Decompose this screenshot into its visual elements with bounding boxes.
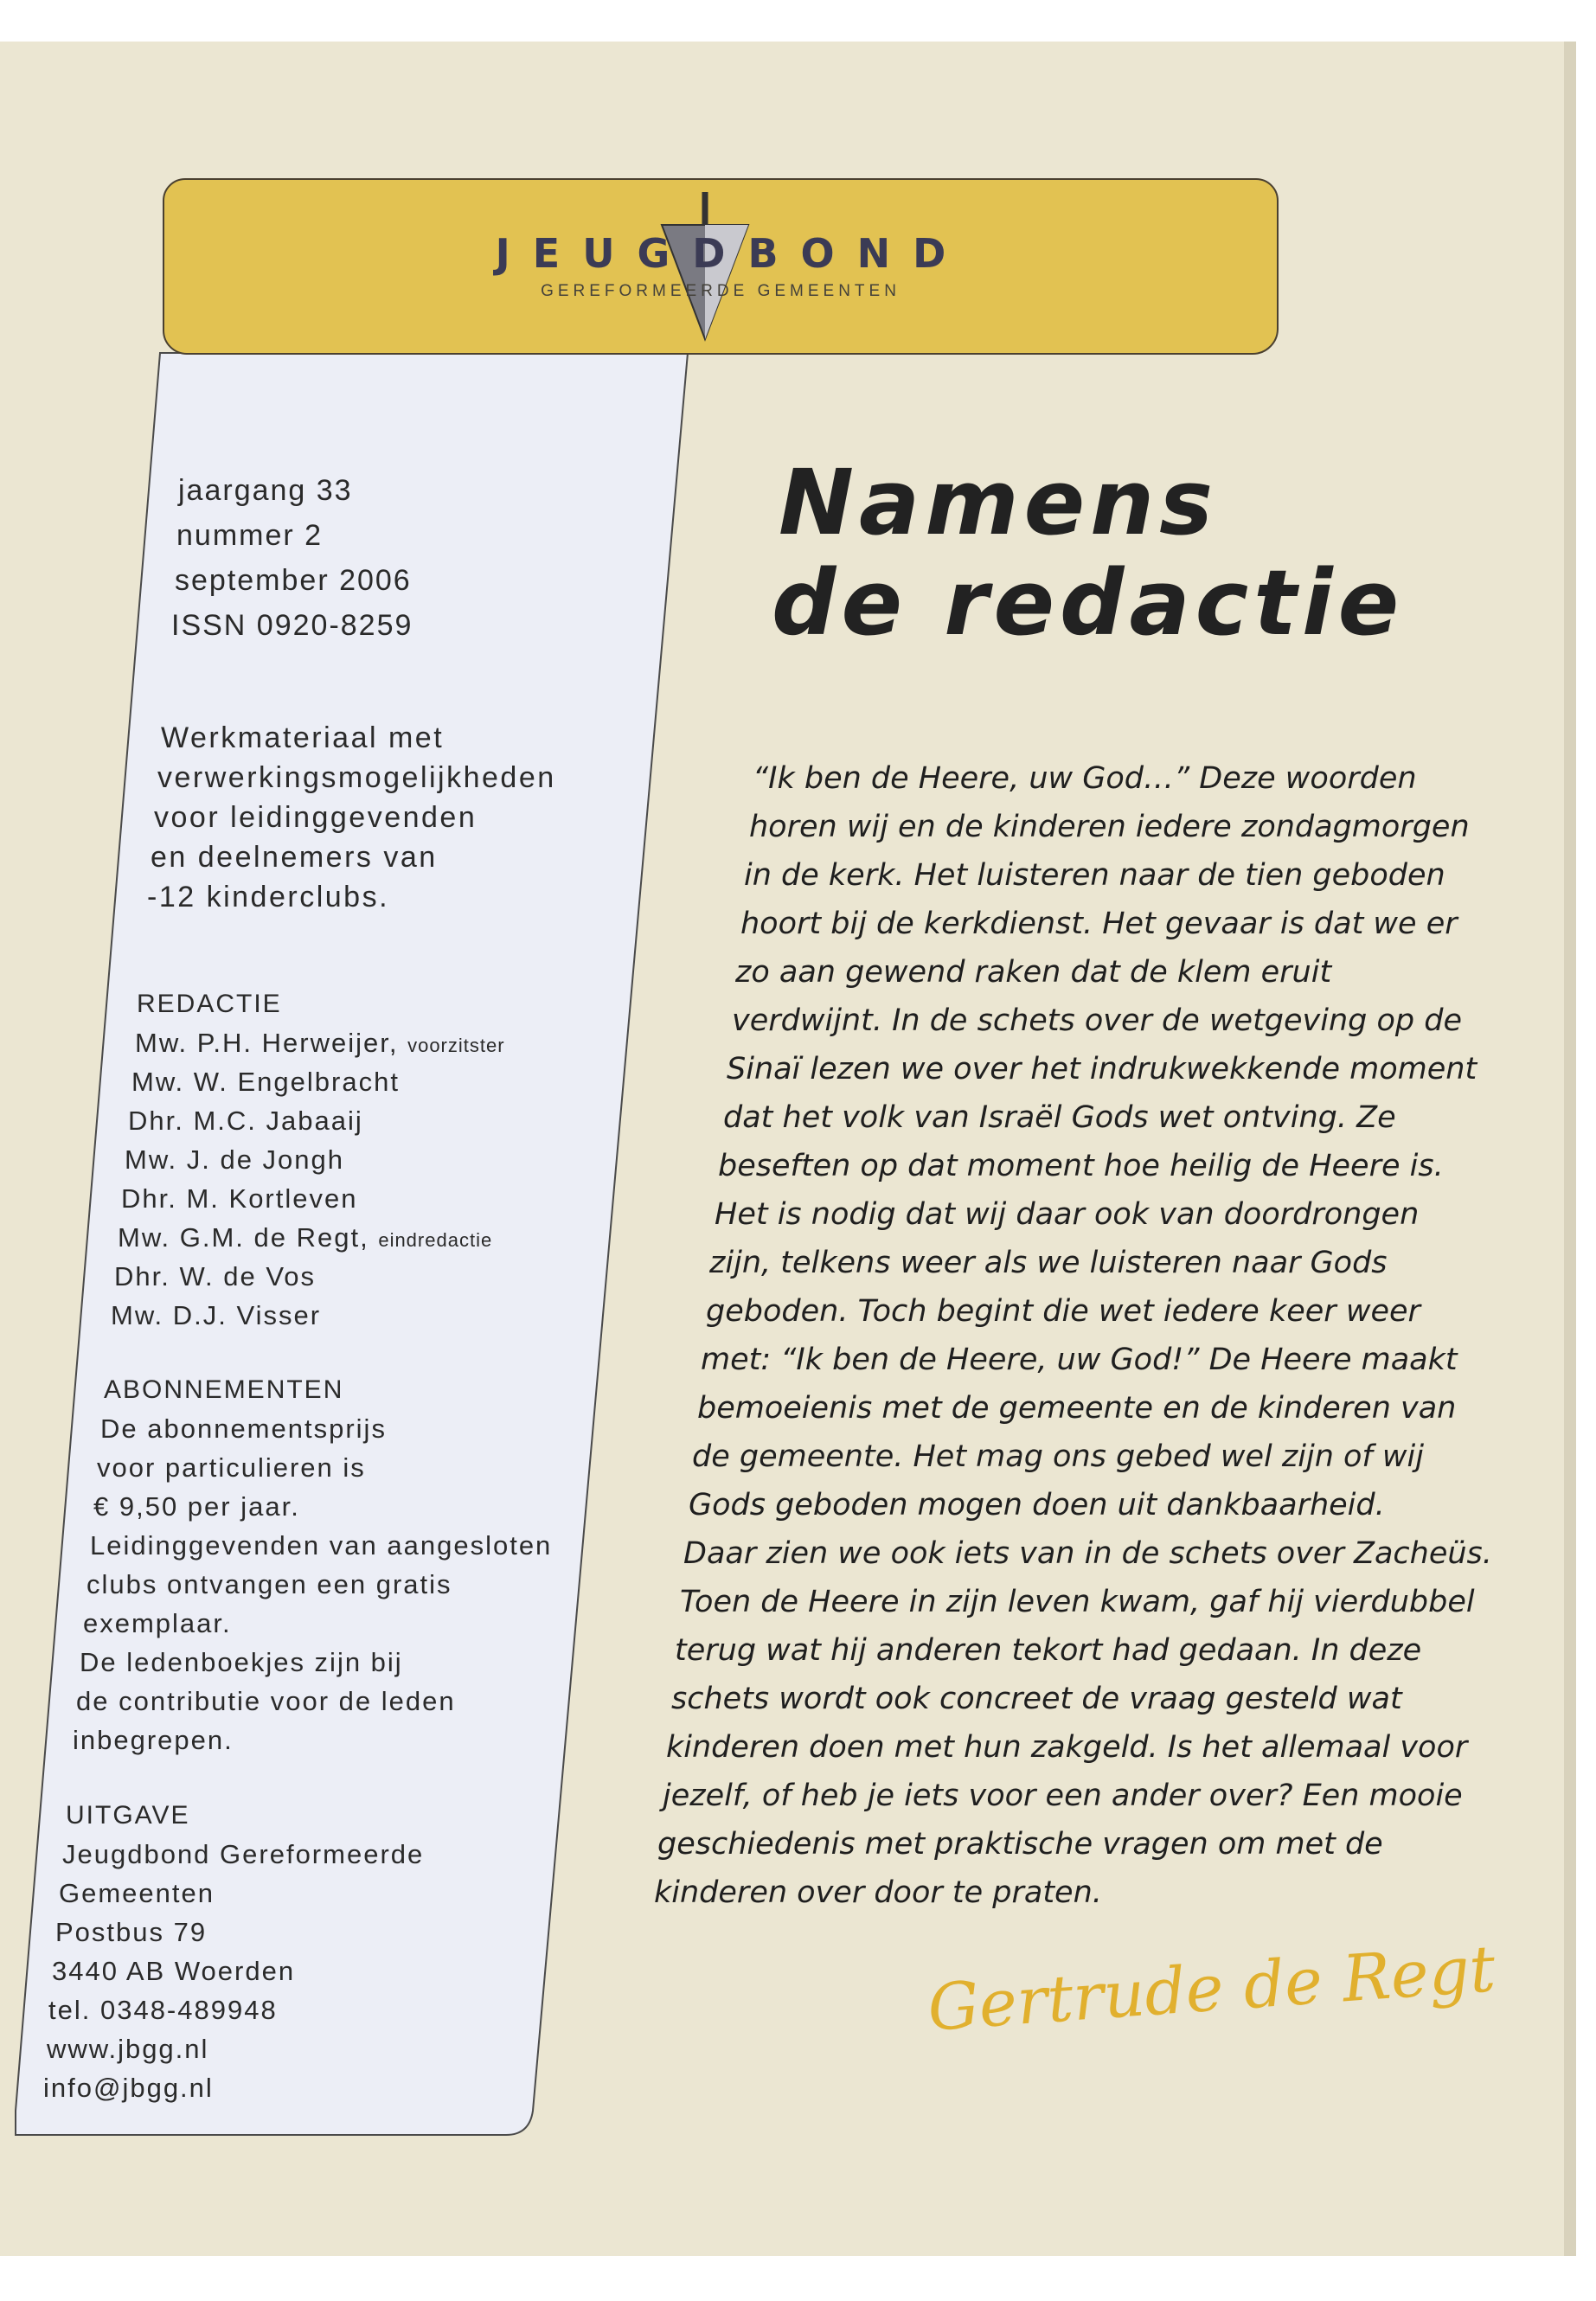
uitgave-line: Gemeenten [59, 1878, 215, 1908]
abonnementen-line: De abonnementsprijs [100, 1413, 387, 1444]
redactie-member: Mw. J. de Jongh [125, 1144, 345, 1175]
article-body-line: de gemeente. Het mag ons gebed wel zijn of wij [692, 1439, 1424, 1474]
article-body-line: kinderen doen met hun zakgeld. Is het allemaal voor [666, 1730, 1468, 1765]
redactie-member: Dhr. M. Kortleven [121, 1183, 358, 1214]
abonnementen-heading: ABONNEMENTEN [104, 1375, 344, 1404]
issue-number: nummer 2 [176, 519, 324, 552]
abonnementen-line: de contributie voor de leden [76, 1686, 456, 1716]
redactie-member: Dhr. M.C. Jabaaij [128, 1106, 363, 1136]
redactie-member: Mw. W. Engelbracht [131, 1067, 400, 1097]
article-body-line: “Ik ben de Heere, uw God…” Deze woorden [753, 761, 1417, 796]
article-body-line: met: “Ik ben de Heere, uw God!” De Heere maakt [701, 1343, 1458, 1377]
article-body-line: schets wordt ook concreet de vraag gesteld wat [671, 1682, 1402, 1716]
article-body-line: Toen de Heere in zijn leven kwam, gaf hij vierdubbel [680, 1585, 1475, 1619]
logo-subtitle: GEREFORMEERDE GEMEENTEN [541, 282, 901, 300]
uitgave-line: tel. 0348-489948 [48, 1995, 278, 2025]
article-body-line: bemoeienis met de gemeente en de kinderen van [697, 1391, 1457, 1426]
article-body-line: geboden. Toch begint die wet iedere keer weer [706, 1294, 1420, 1329]
article-body-line: beseften op dat moment hoe heilig de Heere is. [718, 1149, 1444, 1183]
header-banner [163, 178, 1279, 355]
article-body-line: dat het volk van Israël Gods wet ontving. Ze [723, 1100, 1396, 1135]
abonnementen-line: voor particulieren is [97, 1452, 366, 1483]
redactie-heading: REDACTIE [137, 990, 282, 1018]
article-title-line: de redactie [772, 550, 1405, 656]
intro-line: voor leidinggevenden [154, 801, 478, 834]
article-body-line: Daar zien we ook iets van in de schets over Zacheüs. [683, 1536, 1492, 1571]
signature: Gertrude de Regt [925, 1932, 1498, 2046]
intro-line: verwerkingsmogelijkheden [157, 761, 556, 794]
redactie-member: Mw. P.H. Herweijer, voorzitster [135, 1028, 505, 1058]
abonnementen-line: exemplaar. [83, 1608, 232, 1638]
article-body-line: zijn, telkens weer als we luisteren naar Gods [709, 1246, 1388, 1280]
intro-line: en deelnemers van [151, 841, 438, 874]
redactie-member: Mw. G.M. de Regt, eindredactie [118, 1222, 493, 1253]
uitgave-heading: UITGAVE [66, 1801, 190, 1830]
intro-line: Werkmateriaal met [161, 721, 445, 754]
article-body-line: geschiedenis met praktische vragen om met de [657, 1827, 1383, 1862]
abonnementen-line: De ledenboekjes zijn bij [80, 1647, 403, 1677]
abonnementen-line: inbegrepen. [73, 1725, 234, 1755]
article-body-line: Het is nodig dat wij daar ook van doordrongen [715, 1197, 1420, 1232]
article-body-line: horen wij en de kinderen iedere zondagmorgen [749, 810, 1470, 844]
article-body-line: verdwijnt. In de schets over de wetgeving op de [732, 1003, 1463, 1038]
article-body-line: Gods geboden mogen doen uit dankbaarheid. [689, 1488, 1385, 1522]
uitgave-line: 3440 AB Woerden [52, 1956, 296, 1986]
redactie-member: Mw. D.J. Visser [111, 1300, 322, 1330]
article-body-line: kinderen over door te praten. [654, 1875, 1102, 1910]
article-body-line: jezelf, of heb je iets voor een ander over? Een mooie [663, 1779, 1463, 1813]
article-body-line: hoort bij de kerkdienst. Het gevaar is dat we er [740, 907, 1458, 941]
article-body-line: terug wat hij anderen tekort had gedaan. In deze [675, 1633, 1422, 1668]
issue-date: september 2006 [175, 564, 412, 597]
article-body-line: zo aan gewend raken dat de klem eruit [735, 955, 1332, 990]
intro-line: -12 kinderclubs. [147, 881, 390, 913]
abonnementen-line: clubs ontvangen een gratis [87, 1569, 452, 1599]
abonnementen-line: Leidinggevenden van aangesloten [90, 1530, 553, 1561]
uitgave-website: www.jbgg.nl [47, 2034, 209, 2064]
abonnementen-line: € 9,50 per jaar. [93, 1491, 300, 1522]
article-title-line: Namens [779, 450, 1219, 555]
uitgave-line: Jeugdbond Gereformeerde [62, 1839, 425, 1869]
uitgave-line: Postbus 79 [55, 1917, 208, 1947]
issue-issn: ISSN 0920-8259 [171, 609, 413, 642]
uitgave-email: info@jbgg.nl [43, 2073, 214, 2103]
redactie-member: Dhr. W. de Vos [114, 1261, 317, 1292]
issue-volume: jaargang 33 [178, 474, 353, 507]
bottom-margin [0, 2256, 1596, 2301]
article-body-line: Sinaï lezen we over het indrukwekkende moment [727, 1052, 1477, 1086]
logo-wordmark: JEUGDBOND [495, 230, 969, 277]
article-body-line: in de kerk. Het luisteren naar de tien geboden [744, 858, 1445, 893]
